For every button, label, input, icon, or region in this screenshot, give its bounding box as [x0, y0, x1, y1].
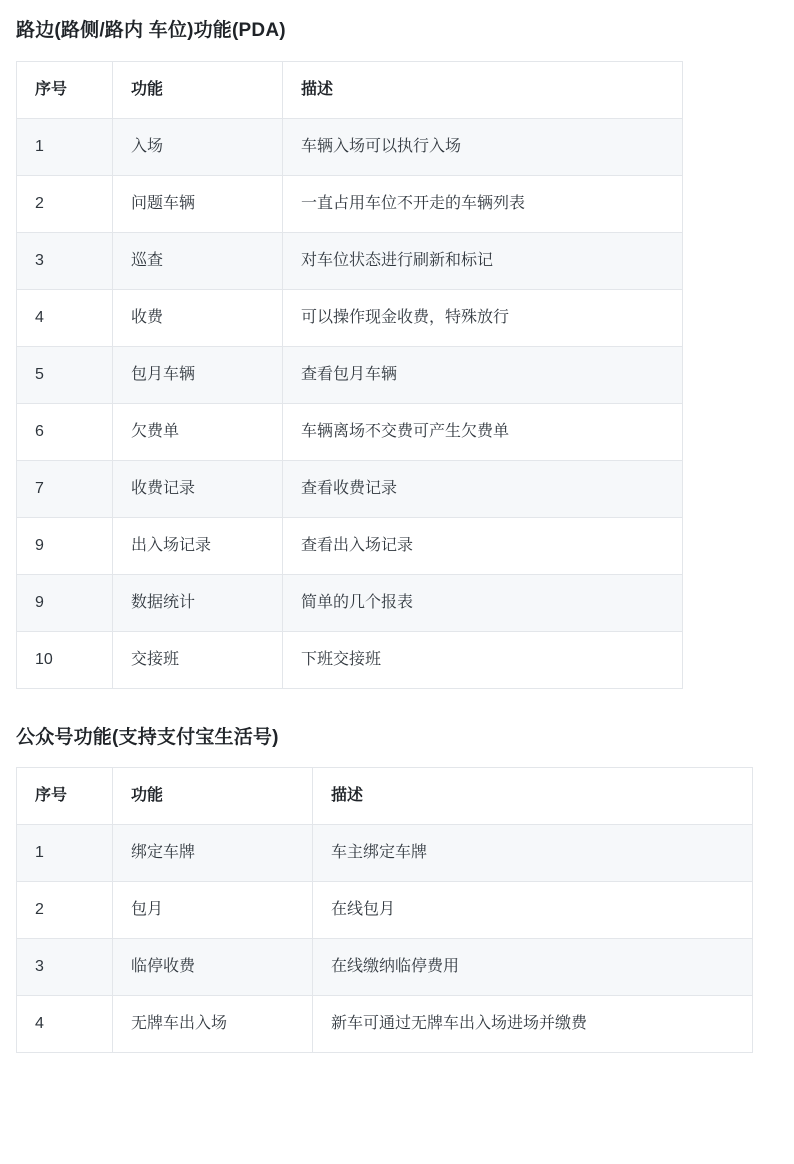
cell-index: 1 — [17, 825, 113, 882]
table-row — [17, 574, 683, 631]
column-header-description: 描述 — [283, 61, 683, 118]
cell-description: 车辆离场不交费可产生欠费单 — [283, 403, 683, 460]
table-header-row — [17, 768, 753, 825]
cell-feature: 入场 — [113, 118, 283, 175]
cell-index: 9 — [17, 517, 113, 574]
cell-feature: 出入场记录 — [113, 517, 283, 574]
table-row — [17, 403, 683, 460]
table-header-row — [17, 61, 683, 118]
cell-description: 可以操作现金收费，特殊放行 — [283, 289, 683, 346]
section-pda — [16, 18, 778, 689]
official-account-feature-table — [16, 767, 753, 1053]
column-header-index: 序号 — [17, 61, 113, 118]
column-header-description: 描述 — [313, 768, 753, 825]
cell-description: 一直占用车位不开走的车辆列表 — [283, 175, 683, 232]
cell-feature: 包月车辆 — [113, 346, 283, 403]
table-row — [17, 460, 683, 517]
cell-feature: 交接班 — [113, 631, 283, 688]
table-row — [17, 882, 753, 939]
cell-description: 查看收费记录 — [283, 460, 683, 517]
cell-description: 下班交接班 — [283, 631, 683, 688]
cell-feature: 绑定车牌 — [113, 825, 313, 882]
table-row — [17, 825, 753, 882]
cell-description: 简单的几个报表 — [283, 574, 683, 631]
cell-feature: 收费记录 — [113, 460, 283, 517]
cell-feature: 问题车辆 — [113, 175, 283, 232]
table-row — [17, 232, 683, 289]
table-row — [17, 939, 753, 996]
cell-index: 4 — [17, 996, 113, 1053]
table-header — [17, 61, 683, 118]
cell-feature: 收费 — [113, 289, 283, 346]
table-row — [17, 517, 683, 574]
cell-description: 在线缴纳临停费用 — [313, 939, 753, 996]
cell-description: 新车可通过无牌车出入场进场并缴费 — [313, 996, 753, 1053]
table-row — [17, 289, 683, 346]
cell-feature: 包月 — [113, 882, 313, 939]
cell-description: 查看包月车辆 — [283, 346, 683, 403]
column-header-feature: 功能 — [113, 768, 313, 825]
table-row — [17, 631, 683, 688]
cell-feature: 临停收费 — [113, 939, 313, 996]
table-row — [17, 118, 683, 175]
cell-index: 10 — [17, 631, 113, 688]
cell-index: 1 — [17, 118, 113, 175]
cell-index: 7 — [17, 460, 113, 517]
cell-feature: 巡查 — [113, 232, 283, 289]
table-row — [17, 996, 753, 1053]
cell-index: 3 — [17, 939, 113, 996]
cell-description: 对车位状态进行刷新和标记 — [283, 232, 683, 289]
table-header — [17, 768, 753, 825]
cell-description: 查看出入场记录 — [283, 517, 683, 574]
pda-feature-table — [16, 61, 683, 689]
column-header-index: 序号 — [17, 768, 113, 825]
cell-description: 车辆入场可以执行入场 — [283, 118, 683, 175]
cell-feature: 数据统计 — [113, 574, 283, 631]
table-row — [17, 175, 683, 232]
cell-description: 在线包月 — [313, 882, 753, 939]
cell-index: 4 — [17, 289, 113, 346]
cell-index: 9 — [17, 574, 113, 631]
page-title: 路边(路侧/路内 车位)功能(PDA) — [16, 20, 286, 41]
table-body — [17, 825, 753, 1053]
cell-index: 6 — [17, 403, 113, 460]
section-title-official-account: 公众号功能(支持支付宝生活号) — [16, 726, 279, 748]
table-row — [17, 346, 683, 403]
cell-index: 2 — [17, 882, 113, 939]
table-body — [17, 118, 683, 688]
cell-index: 2 — [17, 175, 113, 232]
cell-feature: 无牌车出入场 — [113, 996, 313, 1053]
cell-description: 车主绑定车牌 — [313, 825, 753, 882]
cell-feature: 欠费单 — [113, 403, 283, 460]
column-header-feature: 功能 — [113, 61, 283, 118]
section-official-account — [16, 725, 778, 1054]
cell-index: 3 — [17, 232, 113, 289]
cell-index: 5 — [17, 346, 113, 403]
